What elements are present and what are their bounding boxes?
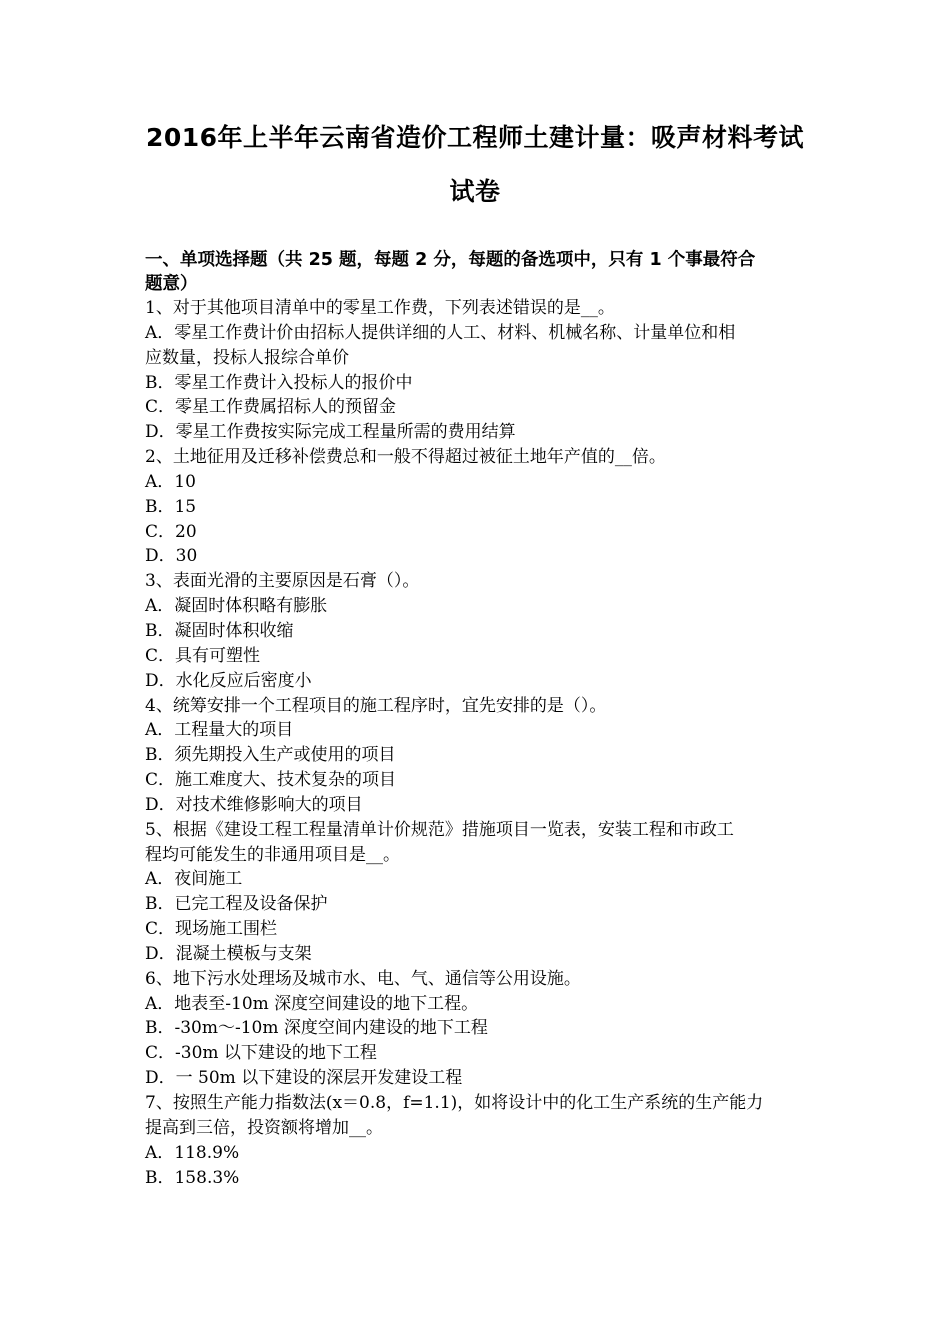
text-line: 4、统筹安排一个工程项目的施工程序时，宜先安排的是（）。 [145, 695, 607, 716]
question-list [145, 296, 815, 1190]
text-line: B．-30m～-10m 深度空间内建设的地下工程 [145, 1018, 488, 1039]
document-title-line-2: 试卷 [449, 177, 501, 206]
text-line: B．零星工作费计入投标人的报价中 [145, 372, 413, 393]
text-line: C．-30m 以下建设的地下工程 [145, 1043, 377, 1064]
text-line: A．10 [145, 471, 196, 492]
text-line: 7、按照生产能力指数法(x＝0.8，f=1.1)，如将设计中的化工生产系统的生产能力 [145, 1093, 764, 1113]
text-line: B．15 [145, 496, 197, 517]
text-line: A．夜间施工 [145, 869, 243, 890]
text-line: A．凝固时体积略有膨胀 [145, 596, 328, 617]
text-line: 5、根据《建设工程工程量清单计价规范》措施项目一览表，安装工程和市政工 [145, 819, 734, 840]
text-line: A．地表至-10m 深度空间建设的地下工程。 [145, 993, 479, 1014]
section-heading [145, 248, 815, 296]
text-line: 6、地下污水处理场及城市水、电、气、通信等公用设施。 [145, 968, 581, 989]
section-heading-line-2: 题意） [145, 274, 198, 294]
text-line: B．已完工程及设备保护 [145, 894, 328, 915]
text-line: B．158.3% [145, 1167, 240, 1188]
text-line: D．一 50m 以下建设的深层开发建设工程 [145, 1068, 463, 1089]
text-line: C．具有可塑性 [145, 645, 261, 666]
text-line: A．118.9% [145, 1142, 240, 1163]
text-line: C．20 [145, 521, 197, 542]
text-line: 2、土地征用及迁移补偿费总和一般不得超过被征土地年产值的__倍。 [145, 447, 666, 468]
text-line: A．零星工作费计价由招标人提供详细的人工、材料、机械名称、计量单位和相 [145, 322, 736, 343]
text-line: C．现场施工围栏 [145, 919, 278, 940]
text-line: D．30 [145, 546, 198, 567]
text-line: 3、表面光滑的主要原因是石膏（）。 [145, 571, 420, 592]
section-heading-line-1: 一、单项选择题（共 25 题，每题 2 分，每题的备选项中，只有 1 个事最符合 [145, 250, 756, 270]
text-line: 应数量，投标人报综合单价 [145, 347, 349, 368]
text-line: B．须先期投入生产或使用的项目 [145, 745, 396, 766]
text-line: D．混凝土模板与支架 [145, 943, 312, 964]
text-line: C．零星工作费属招标人的预留金 [145, 397, 397, 418]
text-line: 提高到三倍，投资额将增加__。 [145, 1117, 383, 1138]
text-line: 程均可能发生的非通用项目是__。 [145, 844, 400, 865]
text-line: B．凝固时体积收缩 [145, 620, 294, 641]
text-line: A．工程量大的项目 [145, 720, 294, 741]
text-line: D．零星工作费按实际完成工程量所需的费用结算 [145, 422, 516, 443]
text-line: 1、对于其他项目清单中的零星工作费，下列表述错误的是__。 [145, 298, 615, 318]
text-line: C．施工难度大、技术复杂的项目 [145, 770, 397, 791]
text-line: D．对技术维修影响大的项目 [145, 794, 363, 815]
text-line: D．水化反应后密度小 [145, 670, 312, 691]
document-title-line-1: 2016年上半年云南省造价工程师土建计量：吸声材料考试 [145, 123, 805, 152]
